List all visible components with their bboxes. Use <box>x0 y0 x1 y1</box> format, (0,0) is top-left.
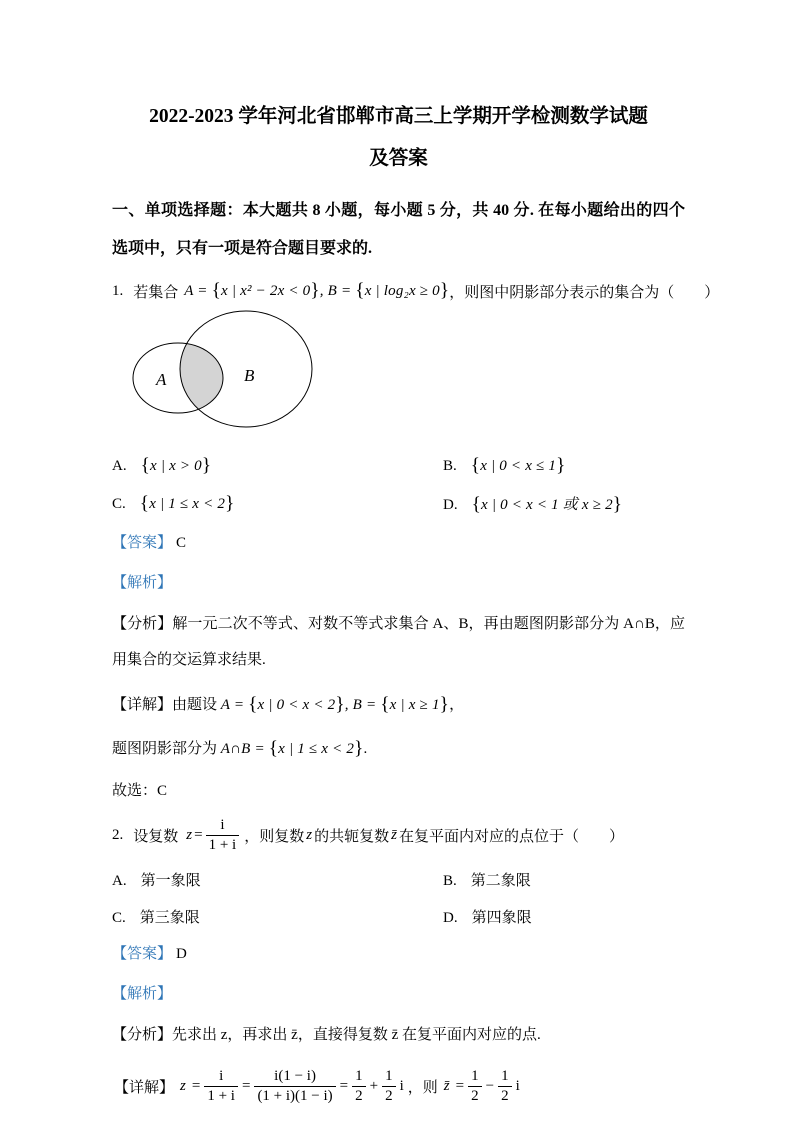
q2-var-zbar: z̄ <box>391 827 397 844</box>
detail-label: 【详解】 <box>114 1079 175 1096</box>
option-value: {x | 0 < x ≤ 1} <box>470 455 566 476</box>
option-value: 第二象限 <box>470 872 531 889</box>
q2-tail-1: ，则复数 <box>244 829 305 846</box>
detail-eq3: = <box>339 1077 349 1094</box>
q2-equals: = <box>194 827 203 844</box>
q2-variable-z: z <box>186 827 193 844</box>
detail2-period: . <box>363 741 368 758</box>
question-1-option-b <box>443 455 622 477</box>
fraction-numerator: i(1 − i) <box>274 1067 316 1084</box>
question-1-tail: ，则图中阴影部分表示的集合为（ ） <box>449 284 720 301</box>
venn-label-b: B <box>244 366 255 385</box>
q2-tail-2: 的共轭复数 <box>314 829 390 846</box>
detail-fraction-6 <box>498 1067 512 1106</box>
venn-label-a: A <box>156 370 167 389</box>
question-1-jiexi-heading: 【解析】 <box>112 575 173 592</box>
detail-comma: ， <box>449 697 465 714</box>
option-key: B. <box>443 872 457 889</box>
detail-formula: A = {x | 0 < x < 2}, B = {x | x ≥ 1} <box>220 694 450 716</box>
detail2-lead: 题图阴影部分为 <box>112 741 218 758</box>
question-1-analysis <box>112 606 685 678</box>
option-key: A. <box>112 872 127 889</box>
option-key: C. <box>112 495 126 512</box>
fraction-denominator: 2 <box>382 1086 396 1106</box>
detail-eq4: = <box>455 1077 465 1094</box>
option-key: B. <box>443 457 457 474</box>
analysis-label: 【分析】 <box>112 616 173 633</box>
section-heading: 一、单项选择题：本大题共 8 小题，每小题 5 分，共 40 分. 在每小题给出的四个选项中，只有一项是符合题目要求的. <box>112 202 685 257</box>
question-2-analysis <box>112 1017 685 1053</box>
option-key: D. <box>443 497 458 513</box>
option-value: {x | 0 < x < 1 或 x ≥ 2} <box>471 494 623 516</box>
detail-plus: + <box>369 1077 379 1094</box>
option-value: {x | x > 0} <box>140 455 212 476</box>
fraction-denominator: 1 + i <box>206 835 240 855</box>
detail2-formula: A∩B = {x | 1 ≤ x < 2} <box>220 738 364 760</box>
question-2-statement <box>112 816 685 855</box>
option-value: 第四象限 <box>471 909 532 926</box>
question-1-set-formula: A = {x | x² − 2x < 0}, B = {x | log₂x ≥ 0} <box>184 280 450 301</box>
detail-fraction-4 <box>382 1067 396 1106</box>
answer-label: 【答案】 <box>112 945 173 962</box>
detail-fraction-5 <box>468 1067 482 1106</box>
question-2-option-a <box>112 869 443 890</box>
option-key: D. <box>443 909 458 926</box>
detail-var-zbar: z̄ <box>443 1077 450 1094</box>
option-value: 第三象限 <box>139 909 200 926</box>
question-1-conclusion: 故选：C <box>112 783 168 800</box>
answer-letter: D <box>176 945 187 962</box>
question-1-answer-line <box>112 530 685 556</box>
detail-label: 【详解】 <box>112 697 173 714</box>
fraction-numerator: 1 <box>385 1067 393 1084</box>
analysis-label: 【分析】 <box>112 1026 173 1043</box>
detail-var-z: z <box>180 1077 186 1094</box>
detail-fraction-2 <box>254 1067 335 1106</box>
question-2-detail <box>112 1067 685 1106</box>
detail-eq2: = <box>241 1077 251 1094</box>
question-1-options <box>112 455 685 516</box>
q2-fraction <box>206 816 240 855</box>
question-1-option-a <box>112 455 443 477</box>
q2-tail-3: 在复平面内对应的点位于（ ） <box>398 829 624 846</box>
title-line-2: 及答案 <box>369 148 428 169</box>
question-2-options <box>112 869 685 927</box>
question-1-lead: 若集合 <box>133 284 179 301</box>
analysis-text: 解一元二次不等式、对数不等式求集合 A、B，再由题图阴影部分为 A∩B，应用集合的交运算求结果. <box>112 616 685 669</box>
question-2-option-c <box>112 906 443 927</box>
option-value: 第一象限 <box>140 872 201 889</box>
detail-i: i <box>399 1077 404 1094</box>
question-2-option-d <box>443 906 532 927</box>
fraction-numerator: 1 <box>501 1067 509 1084</box>
venn-diagram <box>132 306 685 441</box>
fraction-denominator: 2 <box>468 1086 482 1106</box>
q2-var-z: z <box>306 827 313 844</box>
question-2-lead: 设复数 <box>133 829 179 846</box>
venn-diagram-svg <box>132 306 322 436</box>
question-2-answer-line <box>112 941 685 967</box>
fraction-numerator: i <box>220 817 225 834</box>
title-line-1: 2022-2023 学年河北省邯郸市高三上学期开学检测数学试题 <box>149 106 648 127</box>
detail-eq1: = <box>191 1077 201 1094</box>
detail-lead: 由题设 <box>172 697 218 714</box>
detail-minus: − <box>485 1077 495 1094</box>
answer-label: 【答案】 <box>112 535 173 552</box>
question-1-detail-line-2 <box>112 732 685 766</box>
analysis-text: 先求出 z，再求出 z̄，直接得复数 z̄ 在复平面内对应的点. <box>172 1026 541 1043</box>
question-1-statement <box>112 280 720 302</box>
question-1-option-c <box>112 493 443 516</box>
question-2-jiexi-heading: 【解析】 <box>112 985 173 1002</box>
fraction-numerator: 1 <box>471 1067 479 1084</box>
fraction-numerator: i <box>219 1067 224 1084</box>
fraction-numerator: 1 <box>355 1067 363 1084</box>
fraction-denominator: (1 + i)(1 − i) <box>254 1086 335 1106</box>
question-1-detail-line-1 <box>112 688 685 722</box>
detail-fraction-1 <box>204 1067 238 1106</box>
detail-fraction-3 <box>352 1067 366 1106</box>
answer-letter: C <box>176 535 187 552</box>
fraction-denominator: 2 <box>498 1086 512 1106</box>
detail-i-end: i <box>515 1077 520 1094</box>
question-2-number: 2. <box>112 827 124 844</box>
fraction-denominator: 2 <box>352 1086 366 1106</box>
detail-separator: ，则 <box>407 1079 438 1096</box>
option-key: C. <box>112 909 126 926</box>
question-1-number: 1. <box>112 282 124 299</box>
option-key: A. <box>112 457 127 474</box>
question-2-option-b <box>443 869 532 890</box>
option-value: {x | 1 ≤ x < 2} <box>139 493 235 514</box>
fraction-denominator: 1 + i <box>204 1086 238 1106</box>
document-title <box>112 96 685 180</box>
question-1-option-d <box>443 493 622 516</box>
